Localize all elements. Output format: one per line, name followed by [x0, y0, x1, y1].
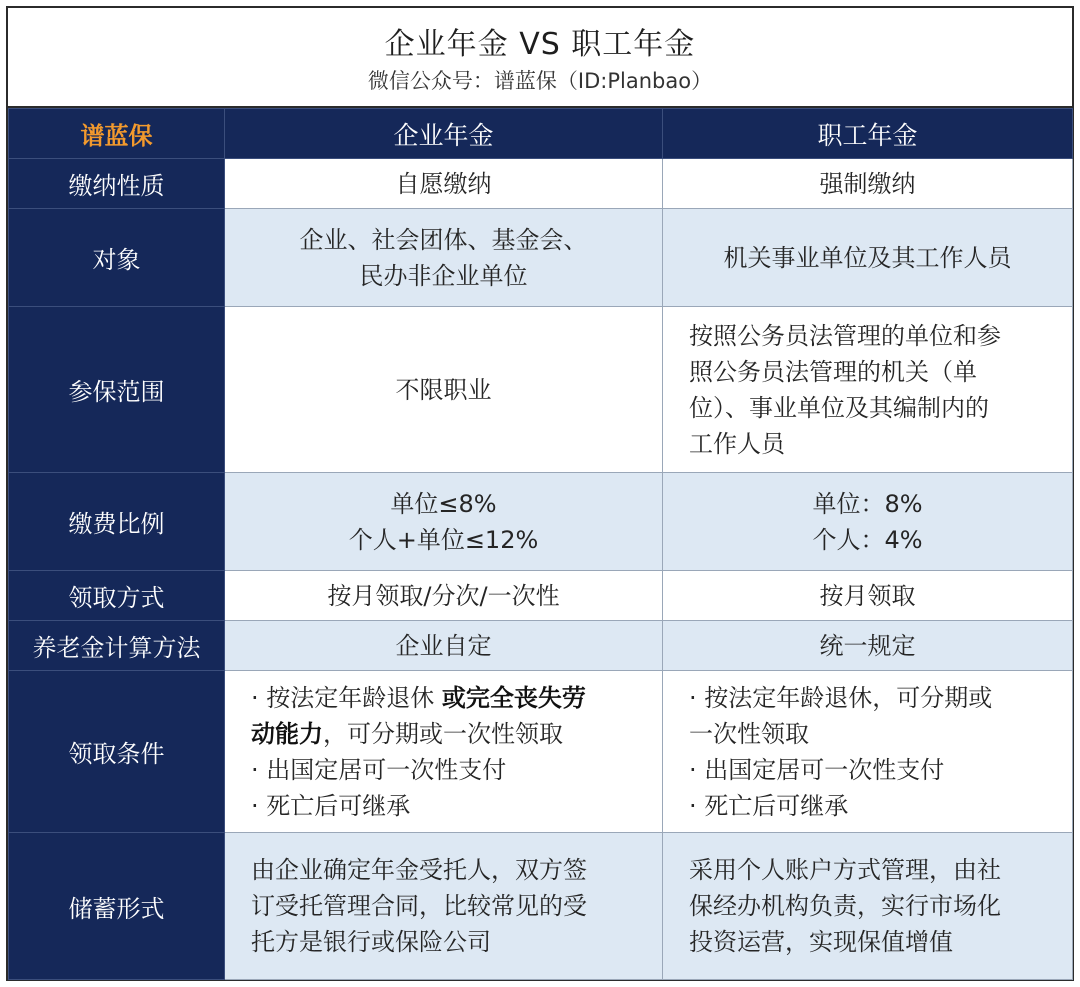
cell-condition-occupational — [663, 671, 1073, 833]
text-line: 工作人员 — [689, 429, 785, 458]
text-line: 一次性领取 — [689, 719, 809, 748]
text-line: 单位：8% — [812, 489, 923, 518]
emphasis-text: 动能力 — [251, 719, 323, 748]
text-segment: · 按法定年龄退休 — [251, 683, 442, 712]
text-line: 订受托管理合同，比较常见的受 — [251, 892, 587, 920]
row-label-saving: 储蓄形式 — [9, 833, 225, 980]
row-label-condition: 领取条件 — [9, 671, 225, 833]
text-line: 个人：4% — [812, 525, 923, 554]
cell-saving-occupational — [663, 833, 1073, 980]
text-segment: ，可分期或一次性领取 — [323, 719, 563, 748]
cell-nature-enterprise: 自愿缴纳 — [225, 159, 663, 209]
row-label-calc: 养老金计算方法 — [9, 621, 225, 671]
text-line: 投资运营，实现保值增值 — [689, 928, 953, 956]
cell-nature-occupational: 强制缴纳 — [663, 159, 1073, 209]
row-label-method: 领取方式 — [9, 571, 225, 621]
emphasis-text: 或完全丧失劳 — [441, 683, 586, 712]
text-line: · 按法定年龄退休，可分期或 — [689, 683, 993, 712]
row-label-target: 对象 — [9, 209, 225, 307]
text-line: 个人+单位≤12% — [348, 525, 539, 554]
row-label-ratio: 缴费比例 — [9, 473, 225, 571]
row-label-nature: 缴纳性质 — [9, 159, 225, 209]
text-line: · 出国定居可一次性支付 — [251, 755, 507, 784]
text-line — [251, 680, 652, 716]
row-ratio — [9, 473, 1073, 571]
brand-label: 谱蓝保 — [9, 109, 225, 159]
column-header-enterprise-annuity: 企业年金 — [225, 109, 663, 159]
row-calc — [9, 621, 1073, 671]
table-header-row — [9, 109, 1073, 159]
row-target — [9, 209, 1073, 307]
cell-saving-enterprise — [225, 833, 663, 980]
cell-target-enterprise — [225, 209, 663, 307]
page-title: 企业年金 VS 职工年金 — [384, 27, 696, 62]
cell-scope-enterprise: 不限职业 — [225, 307, 663, 473]
row-method — [9, 571, 1073, 621]
cell-calc-enterprise: 企业自定 — [225, 621, 663, 671]
text-line: 民办非企业单位 — [359, 261, 528, 290]
page-subtitle: 微信公众号：谱蓝保（ID:Planbao） — [367, 69, 713, 93]
row-label-scope: 参保范围 — [9, 307, 225, 473]
comparison-card — [6, 6, 1074, 981]
text-line: 采用个人账户方式管理，由社 — [689, 856, 1001, 884]
text-line — [251, 716, 652, 752]
row-condition — [9, 671, 1073, 833]
text-line: 单位≤8% — [390, 489, 497, 518]
text-line: 按照公务员法管理的单位和参 — [689, 321, 1001, 350]
row-saving — [9, 833, 1073, 980]
text-line: 由企业确定年金受托人，双方签 — [251, 856, 587, 884]
title-block — [8, 8, 1072, 108]
text-line: 保经办机构负责，实行市场化 — [689, 892, 1001, 920]
text-line: 位）、事业单位及其编制内的 — [689, 393, 989, 422]
cell-condition-enterprise — [225, 671, 663, 833]
cell-method-enterprise: 按月领取/分次/一次性 — [225, 571, 663, 621]
text-line: 托方是银行或保险公司 — [251, 928, 491, 956]
comparison-table — [8, 108, 1073, 980]
text-line: · 出国定居可一次性支付 — [689, 755, 945, 784]
text-line: · 死亡后可继承 — [251, 791, 411, 820]
text-line: 企业、社会团体、基金会、 — [299, 225, 588, 254]
row-nature — [9, 159, 1073, 209]
row-scope — [9, 307, 1073, 473]
text-line: · 死亡后可继承 — [689, 791, 849, 820]
column-header-occupational-annuity: 职工年金 — [663, 109, 1073, 159]
cell-ratio-enterprise — [225, 473, 663, 571]
cell-ratio-occupational — [663, 473, 1073, 571]
text-line: 照公务员法管理的机关（单 — [689, 357, 977, 386]
cell-method-occupational: 按月领取 — [663, 571, 1073, 621]
cell-target-occupational: 机关事业单位及其工作人员 — [663, 209, 1073, 307]
cell-calc-occupational: 统一规定 — [663, 621, 1073, 671]
cell-scope-occupational — [663, 307, 1073, 473]
